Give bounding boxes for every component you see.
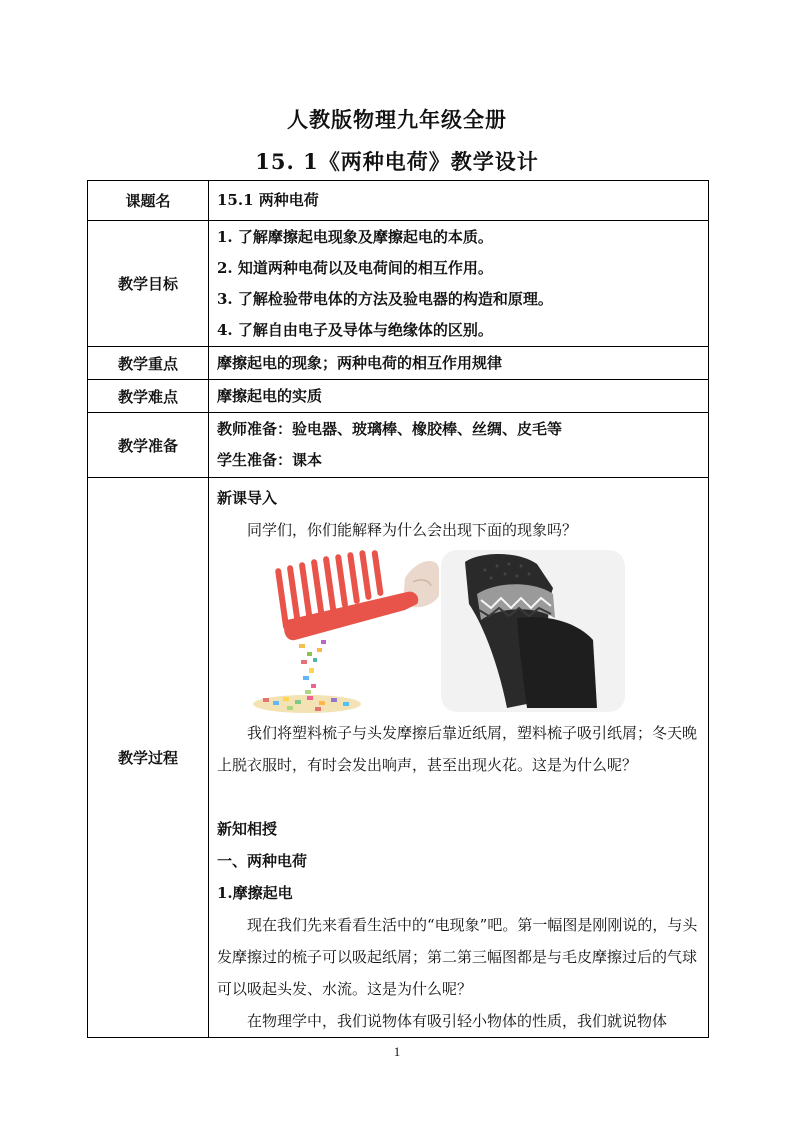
objectives-list	[209, 221, 709, 347]
objective-item: 1. 了解摩擦起电现象及摩擦起电的本质。	[217, 227, 493, 246]
difficulties-label: 教学难点	[88, 380, 209, 413]
intro-heading: 新课导入	[217, 489, 278, 507]
table-row-difficulties	[88, 380, 709, 413]
table-row-key-points	[88, 347, 709, 380]
process-content	[209, 478, 709, 1038]
student-preparation: 学生准备：课本	[217, 451, 323, 469]
teacher-preparation: 教师准备：验电器、玻璃棒、橡胶棒、丝绸、皮毛等	[217, 420, 563, 438]
comb-and-sweater-illustration	[217, 548, 627, 713]
paragraph: 现在我们先来看看生活中的“电现象”吧。第一幅图是刚刚说的，与头发摩擦过的梳子可以吸起纸屑；第二第三幅图都是与毛皮摩擦过后的气球可以吸起头发、水流。这是为什么呢？	[217, 916, 698, 998]
topic-value: 15.1 两种电荷	[209, 181, 709, 221]
table-row-topic	[88, 181, 709, 221]
topic-label: 课题名	[88, 181, 209, 221]
lesson-plan-table	[87, 180, 709, 1038]
sweater-spark-image	[441, 550, 625, 712]
key-points-label: 教学重点	[88, 347, 209, 380]
objectives-label: 教学目标	[88, 221, 209, 347]
document-subtitle: 15. 1《两种电荷》教学设计	[255, 149, 539, 174]
process-label: 教学过程	[88, 478, 209, 1038]
difficulties-value: 摩擦起电的实质	[209, 380, 709, 413]
blank-line	[217, 781, 700, 813]
preparation-values	[209, 413, 709, 478]
table-row-objectives	[88, 221, 709, 347]
objective-item: 4. 了解自由电子及导体与绝缘体的区别。	[217, 320, 493, 339]
preparation-label: 教学准备	[88, 413, 209, 478]
page-number: 1	[393, 1044, 401, 1059]
intro-question: 同学们，你们能解释为什么会出现下面的现象吗？	[247, 521, 578, 539]
intro-text: 我们将塑料梳子与头发摩擦后靠近纸屑，塑料梳子吸引纸屑；冬天晚上脱衣服时，有时会发出响声，甚至出现火花。这是为什么呢？	[217, 724, 698, 774]
table-row-preparation	[88, 413, 709, 478]
subsection-heading: 1.摩擦起电	[217, 884, 293, 902]
section-heading: 一、两种电荷	[217, 852, 308, 870]
table-row-process	[88, 478, 709, 1038]
document-title: 人教版物理九年级全册	[287, 107, 507, 132]
objective-item: 3. 了解检验带电体的方法及验电器的构造和原理。	[217, 289, 553, 308]
key-points-value: 摩擦起电的现象；两种电荷的相互作用规律	[209, 347, 709, 380]
illustration-row	[217, 548, 700, 713]
paragraph: 在物理学中，我们说物体有吸引轻小物体的性质，我们就说物体	[247, 1012, 668, 1030]
objective-item: 2. 知道两种电荷以及电荷间的相互作用。	[217, 258, 493, 277]
comb-paper-image	[253, 550, 439, 713]
new-knowledge-heading: 新知相授	[217, 820, 278, 838]
